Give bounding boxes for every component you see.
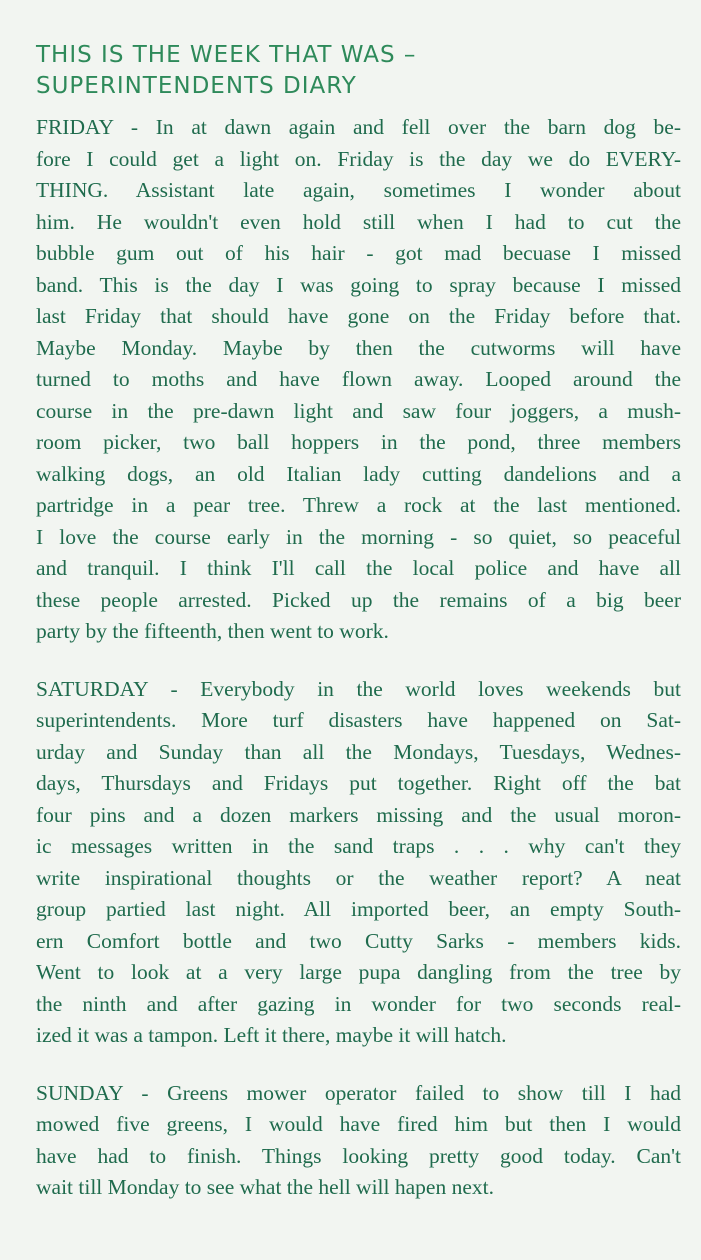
text-line: group partied last night. All imported beer, an empty South- — [36, 897, 681, 921]
text-line: room picker, two ball hoppers in the pond, three members — [36, 430, 681, 454]
text-line: ic messages written in the sand traps . . . why can't they — [36, 834, 681, 858]
text-line: party by the fifteenth, then went to work. — [36, 619, 389, 643]
text-line: have had to finish. Things looking pretty good today. Can't — [36, 1143, 681, 1168]
text-line: him. He wouldn't even hold still when I had to cut the — [36, 209, 681, 234]
text-line: partridge in a pear tree. Threw a rock at the last mentioned. — [36, 493, 681, 517]
text-line: bubble gum out of his hair - got mad becuase I missed — [36, 241, 681, 265]
text-line: I love the course early in the morning - so quiet, so peaceful — [36, 524, 681, 549]
text-line: four pins and a dozen markers missing and the usual moron- — [36, 802, 681, 827]
text-line: Maybe Monday. Maybe by then the cutworms will have — [36, 335, 681, 360]
friday-entry — [36, 112, 681, 648]
text-line: these people arrested. Picked up the remains of a big beer — [36, 587, 681, 612]
text-line: mowed five greens, I would have fired him but then I would — [36, 1112, 681, 1136]
text-line: FRIDAY - In at dawn again and fell over the barn dog be- — [36, 115, 681, 139]
text-line: superintendents. More turf disasters have happened on Sat- — [36, 708, 681, 732]
text-line: SUNDAY - Greens mower operator failed to show till I had — [36, 1080, 681, 1105]
text-line: write inspirational thoughts or the weather report? A neat — [36, 865, 681, 890]
text-line: days, Thursdays and Fridays put together. Right off the bat — [36, 771, 681, 795]
text-line: turned to moths and have flown away. Looped around the — [36, 367, 681, 391]
text-line: and tranquil. I think I'll call the local police and have all — [36, 556, 681, 580]
sunday-entry — [36, 1078, 681, 1204]
text-line: ern Comfort bottle and two Cutty Sarks - members kids. — [36, 928, 681, 953]
text-line: ized it was a tampon. Left it there, maybe it will hatch. — [36, 1023, 507, 1047]
text-line: band. This is the day I was going to spray because I missed — [36, 272, 681, 297]
saturday-entry — [36, 674, 681, 1052]
text-line: urday and Sunday than all the Mondays, Tuesdays, Wednes- — [36, 739, 681, 764]
text-line: THING. Assistant late again, sometimes I wonder about — [36, 178, 681, 202]
text-line: last Friday that should have gone on the Friday before that. — [36, 304, 681, 328]
title-line-2: SUPERINTENDENTS DIARY — [36, 73, 357, 99]
title-line-1: THIS IS THE WEEK THAT WAS – — [36, 42, 417, 68]
page-title — [36, 40, 681, 102]
text-line: the ninth and after gazing in wonder for two seconds real- — [36, 991, 681, 1016]
text-line: course in the pre-dawn light and saw four joggers, a mush- — [36, 398, 681, 423]
text-line: wait till Monday to see what the hell will hapen next. — [36, 1175, 494, 1199]
text-line: walking dogs, an old Italian lady cutting dandelions and a — [36, 461, 681, 486]
text-line: Went to look at a very large pupa dangling from the tree by — [36, 960, 681, 984]
text-line: fore I could get a light on. Friday is the day we do EVERY- — [36, 146, 681, 171]
text-line: SATURDAY - Everybody in the world loves weekends but — [36, 676, 681, 701]
